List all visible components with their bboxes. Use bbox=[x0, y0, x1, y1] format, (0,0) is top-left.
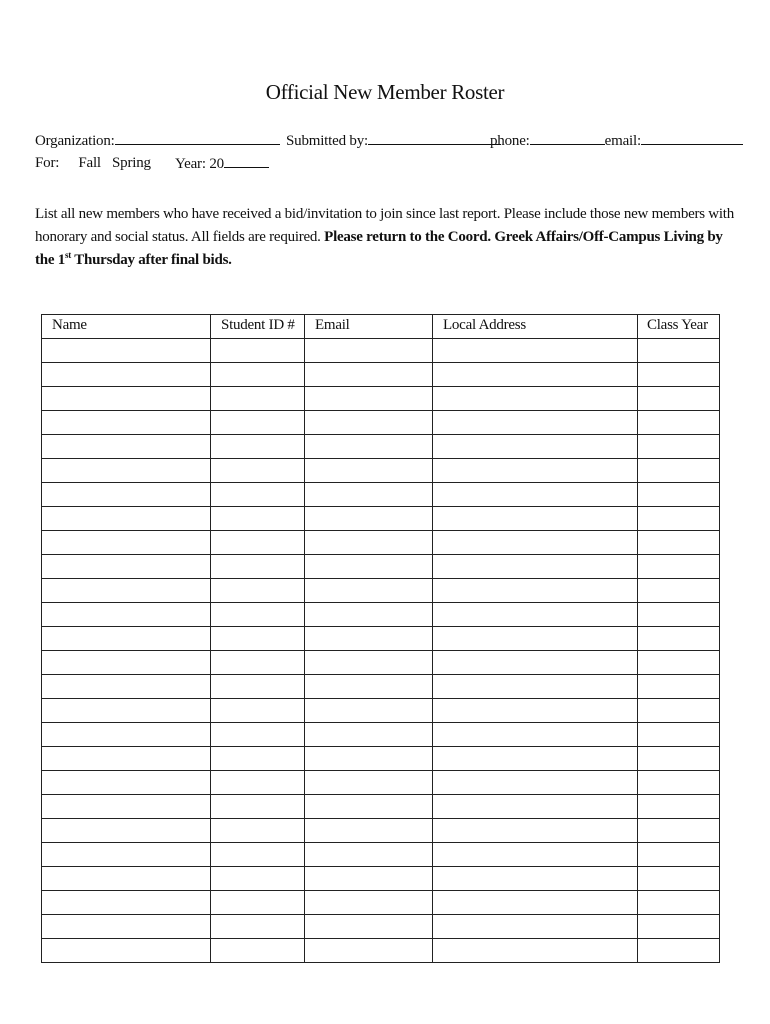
cell-class-year[interactable] bbox=[638, 891, 720, 915]
cell-email[interactable] bbox=[305, 435, 433, 459]
cell-student-id[interactable] bbox=[211, 507, 305, 531]
cell-name[interactable] bbox=[42, 483, 211, 507]
submitted-by-field[interactable] bbox=[368, 132, 501, 145]
cell-class-year[interactable] bbox=[638, 699, 720, 723]
cell-email[interactable] bbox=[305, 915, 433, 939]
cell-class-year[interactable] bbox=[638, 819, 720, 843]
cell-local-address[interactable] bbox=[433, 459, 638, 483]
cell-student-id[interactable] bbox=[211, 891, 305, 915]
cell-local-address[interactable] bbox=[433, 939, 638, 963]
cell-email[interactable] bbox=[305, 723, 433, 747]
cell-email[interactable] bbox=[305, 795, 433, 819]
cell-name[interactable] bbox=[42, 891, 211, 915]
cell-email[interactable] bbox=[305, 867, 433, 891]
cell-class-year[interactable] bbox=[638, 795, 720, 819]
cell-local-address[interactable] bbox=[433, 651, 638, 675]
cell-student-id[interactable] bbox=[211, 915, 305, 939]
cell-local-address[interactable] bbox=[433, 507, 638, 531]
cell-name[interactable] bbox=[42, 819, 211, 843]
table-row bbox=[42, 867, 720, 891]
table-row bbox=[42, 411, 720, 435]
cell-local-address[interactable] bbox=[433, 819, 638, 843]
cell-local-address[interactable] bbox=[433, 435, 638, 459]
year-label: Year: 20 bbox=[175, 156, 224, 172]
cell-class-year[interactable] bbox=[638, 651, 720, 675]
term-row bbox=[35, 155, 151, 172]
cell-class-year[interactable] bbox=[638, 627, 720, 651]
cell-email[interactable] bbox=[305, 459, 433, 483]
cell-student-id[interactable] bbox=[211, 627, 305, 651]
table-row bbox=[42, 507, 720, 531]
cell-local-address[interactable] bbox=[433, 843, 638, 867]
cell-local-address[interactable] bbox=[433, 915, 638, 939]
table-row bbox=[42, 819, 720, 843]
table-row bbox=[42, 363, 720, 387]
cell-class-year[interactable] bbox=[638, 579, 720, 603]
cell-class-year[interactable] bbox=[638, 603, 720, 627]
cell-class-year[interactable] bbox=[638, 459, 720, 483]
table-row bbox=[42, 843, 720, 867]
column-header-student-id: Student ID # bbox=[211, 315, 305, 339]
phone-label: phone: bbox=[490, 133, 530, 149]
cell-local-address[interactable] bbox=[433, 579, 638, 603]
cell-class-year[interactable] bbox=[638, 435, 720, 459]
cell-class-year[interactable] bbox=[638, 939, 720, 963]
cell-student-id[interactable] bbox=[211, 771, 305, 795]
cell-student-id[interactable] bbox=[211, 531, 305, 555]
cell-student-id[interactable] bbox=[211, 747, 305, 771]
cell-local-address[interactable] bbox=[433, 891, 638, 915]
cell-student-id[interactable] bbox=[211, 699, 305, 723]
cell-student-id[interactable] bbox=[211, 675, 305, 699]
cell-email[interactable] bbox=[305, 891, 433, 915]
cell-local-address[interactable] bbox=[433, 531, 638, 555]
cell-local-address[interactable] bbox=[433, 867, 638, 891]
roster-body bbox=[42, 339, 720, 963]
cell-local-address[interactable] bbox=[433, 339, 638, 363]
table-row bbox=[42, 939, 720, 963]
cell-email[interactable] bbox=[305, 939, 433, 963]
table-row bbox=[42, 915, 720, 939]
cell-email[interactable] bbox=[305, 507, 433, 531]
cell-name[interactable] bbox=[42, 771, 211, 795]
table-row bbox=[42, 795, 720, 819]
column-header-local-address: Local Address bbox=[433, 315, 638, 339]
column-header-email: Email bbox=[305, 315, 433, 339]
cell-local-address[interactable] bbox=[433, 795, 638, 819]
cell-name[interactable] bbox=[42, 339, 211, 363]
cell-class-year[interactable] bbox=[638, 843, 720, 867]
cell-local-address[interactable] bbox=[433, 723, 638, 747]
cell-local-address[interactable] bbox=[433, 675, 638, 699]
cell-student-id[interactable] bbox=[211, 555, 305, 579]
cell-student-id[interactable] bbox=[211, 339, 305, 363]
organization-row bbox=[35, 132, 280, 150]
cell-name[interactable] bbox=[42, 699, 211, 723]
cell-student-id[interactable] bbox=[211, 723, 305, 747]
cell-student-id[interactable] bbox=[211, 483, 305, 507]
instructions bbox=[35, 203, 735, 272]
table-row bbox=[42, 459, 720, 483]
table-row bbox=[42, 627, 720, 651]
cell-email[interactable] bbox=[305, 531, 433, 555]
table-row bbox=[42, 387, 720, 411]
cell-student-id[interactable] bbox=[211, 411, 305, 435]
cell-name[interactable] bbox=[42, 459, 211, 483]
cell-name[interactable] bbox=[42, 531, 211, 555]
cell-class-year[interactable] bbox=[638, 675, 720, 699]
column-header-class-year: Class Year bbox=[638, 315, 720, 339]
cell-email[interactable] bbox=[305, 651, 433, 675]
page-title: Official New Member Roster bbox=[265, 80, 505, 104]
year-row bbox=[175, 155, 269, 173]
cell-student-id[interactable] bbox=[211, 363, 305, 387]
table-row bbox=[42, 555, 720, 579]
cell-local-address[interactable] bbox=[433, 747, 638, 771]
table-row bbox=[42, 483, 720, 507]
cell-student-id[interactable] bbox=[211, 795, 305, 819]
cell-class-year[interactable] bbox=[638, 915, 720, 939]
table-header-row bbox=[42, 315, 720, 339]
cell-name[interactable] bbox=[42, 603, 211, 627]
cell-name[interactable] bbox=[42, 915, 211, 939]
cell-email[interactable] bbox=[305, 339, 433, 363]
cell-email[interactable] bbox=[305, 819, 433, 843]
cell-class-year[interactable] bbox=[638, 483, 720, 507]
submitted-by-row bbox=[286, 132, 501, 150]
cell-class-year[interactable] bbox=[638, 507, 720, 531]
cell-name[interactable] bbox=[42, 867, 211, 891]
organization-field[interactable] bbox=[115, 132, 280, 145]
cell-class-year[interactable] bbox=[638, 387, 720, 411]
cell-name[interactable] bbox=[42, 387, 211, 411]
cell-student-id[interactable] bbox=[211, 843, 305, 867]
cell-local-address[interactable] bbox=[433, 771, 638, 795]
cell-local-address[interactable] bbox=[433, 363, 638, 387]
table-row bbox=[42, 579, 720, 603]
cell-name[interactable] bbox=[42, 723, 211, 747]
cell-name[interactable] bbox=[42, 627, 211, 651]
cell-email[interactable] bbox=[305, 675, 433, 699]
cell-email[interactable] bbox=[305, 699, 433, 723]
cell-email[interactable] bbox=[305, 627, 433, 651]
cell-student-id[interactable] bbox=[211, 579, 305, 603]
cell-email[interactable] bbox=[305, 411, 433, 435]
cell-class-year[interactable] bbox=[638, 867, 720, 891]
organization-label: Organization: bbox=[35, 133, 115, 149]
fall-option[interactable]: Fall bbox=[78, 155, 101, 171]
cell-class-year[interactable] bbox=[638, 411, 720, 435]
cell-name[interactable] bbox=[42, 507, 211, 531]
cell-name[interactable] bbox=[42, 795, 211, 819]
cell-local-address[interactable] bbox=[433, 555, 638, 579]
cell-local-address[interactable] bbox=[433, 603, 638, 627]
cell-local-address[interactable] bbox=[433, 411, 638, 435]
cell-local-address[interactable] bbox=[433, 627, 638, 651]
table-row bbox=[42, 675, 720, 699]
for-label: For: bbox=[35, 155, 60, 171]
cell-email[interactable] bbox=[305, 771, 433, 795]
cell-email[interactable] bbox=[305, 483, 433, 507]
email-label: email: bbox=[604, 133, 641, 149]
cell-class-year[interactable] bbox=[638, 531, 720, 555]
cell-email[interactable] bbox=[305, 603, 433, 627]
cell-name[interactable] bbox=[42, 843, 211, 867]
cell-student-id[interactable] bbox=[211, 459, 305, 483]
email-field[interactable] bbox=[641, 132, 743, 145]
spring-option[interactable]: Spring bbox=[112, 155, 151, 171]
cell-name[interactable] bbox=[42, 579, 211, 603]
cell-name[interactable] bbox=[42, 555, 211, 579]
cell-name[interactable] bbox=[42, 363, 211, 387]
table-row bbox=[42, 699, 720, 723]
table-row bbox=[42, 651, 720, 675]
roster-table bbox=[41, 314, 720, 963]
cell-student-id[interactable] bbox=[211, 387, 305, 411]
phone-row bbox=[490, 132, 743, 150]
cell-email[interactable] bbox=[305, 363, 433, 387]
cell-local-address[interactable] bbox=[433, 699, 638, 723]
table-row bbox=[42, 771, 720, 795]
instructions-bold-suffix: Thursday after final bids. bbox=[71, 252, 232, 268]
cell-name[interactable] bbox=[42, 435, 211, 459]
table-row bbox=[42, 891, 720, 915]
instructions-bold-sup: st bbox=[65, 250, 71, 260]
cell-email[interactable] bbox=[305, 555, 433, 579]
table-row bbox=[42, 747, 720, 771]
table-row bbox=[42, 723, 720, 747]
cell-name[interactable] bbox=[42, 747, 211, 771]
column-header-name: Name bbox=[42, 315, 211, 339]
cell-name[interactable] bbox=[42, 939, 211, 963]
cell-local-address[interactable] bbox=[433, 483, 638, 507]
cell-email[interactable] bbox=[305, 747, 433, 771]
cell-name[interactable] bbox=[42, 411, 211, 435]
instructions-bold-prefix: Please return to the Coord. Greek Affairs/Off-Campus Living by the 1 bbox=[35, 229, 723, 268]
cell-student-id[interactable] bbox=[211, 603, 305, 627]
cell-student-id[interactable] bbox=[211, 867, 305, 891]
cell-email[interactable] bbox=[305, 843, 433, 867]
submitted-by-label: Submitted by: bbox=[286, 133, 368, 149]
cell-class-year[interactable] bbox=[638, 363, 720, 387]
cell-name[interactable] bbox=[42, 651, 211, 675]
phone-field[interactable] bbox=[530, 132, 605, 145]
cell-email[interactable] bbox=[305, 387, 433, 411]
cell-student-id[interactable] bbox=[211, 939, 305, 963]
year-field[interactable] bbox=[224, 155, 269, 168]
cell-student-id[interactable] bbox=[211, 651, 305, 675]
cell-student-id[interactable] bbox=[211, 819, 305, 843]
cell-student-id[interactable] bbox=[211, 435, 305, 459]
cell-class-year[interactable] bbox=[638, 747, 720, 771]
table-row bbox=[42, 339, 720, 363]
cell-class-year[interactable] bbox=[638, 555, 720, 579]
cell-name[interactable] bbox=[42, 675, 211, 699]
cell-class-year[interactable] bbox=[638, 339, 720, 363]
cell-class-year[interactable] bbox=[638, 723, 720, 747]
instructions-text: List all new members who have received a bid/invitation to join since last report. Please include those new members with honorary and social status. All fields are required. bbox=[35, 206, 734, 245]
cell-class-year[interactable] bbox=[638, 771, 720, 795]
cell-email[interactable] bbox=[305, 579, 433, 603]
table-row bbox=[42, 603, 720, 627]
table-row bbox=[42, 531, 720, 555]
table-row bbox=[42, 435, 720, 459]
cell-local-address[interactable] bbox=[433, 387, 638, 411]
